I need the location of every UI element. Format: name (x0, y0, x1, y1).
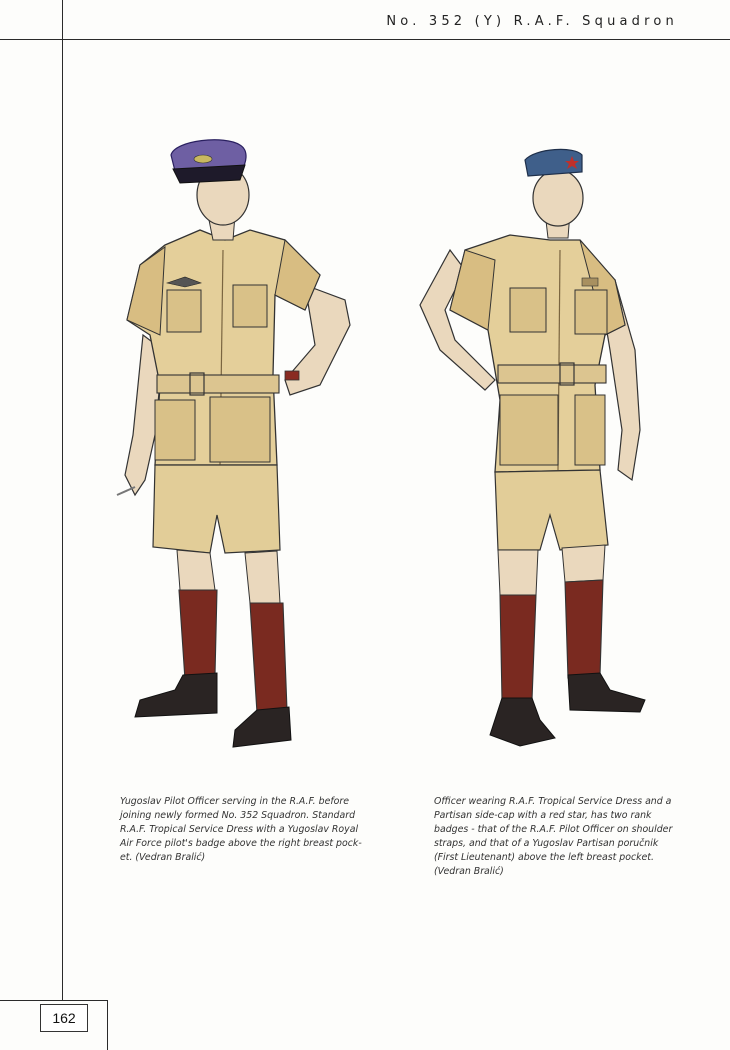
caption-right (434, 795, 674, 879)
caption-line: Partisan side-cap with a red star, has two rank (434, 810, 652, 821)
running-header: No. 352 (Y) R.A.F. Squadron (386, 14, 678, 29)
partisan-officer-illustration (410, 140, 670, 755)
caption-line: badges - that of the R.A.F. Pilot Officer on shoulder (434, 824, 673, 835)
page-margin-rule (62, 0, 63, 1000)
wristwatch-icon (285, 371, 299, 380)
caption-line: joining newly formed No. 352 Squadron. Standard (120, 810, 356, 821)
caption-line: (Vedran Bralić) (434, 866, 504, 877)
caption-line: Officer wearing R.A.F. Tropical Service Dress and a (434, 796, 672, 807)
caption-line: (First Lieutenant) above the left breast pocket. (434, 852, 654, 863)
raf-pilot-officer-illustration (105, 135, 365, 755)
caption-line: R.A.F. Tropical Service Dress with a Yugoslav Royal (120, 824, 359, 835)
rank-badge-icon (582, 278, 598, 286)
caption-line: straps, and that of a Yugoslav Partisan poručnik (434, 838, 659, 849)
folio-rule-top (0, 1000, 108, 1001)
caption-left (120, 795, 360, 865)
caption-line: et. (Vedran Bralić) (120, 852, 206, 863)
folio-rule-right (107, 1000, 108, 1050)
page-number: 162 (40, 1004, 88, 1032)
header-rule (0, 39, 730, 40)
caption-line: Air Force pilot's badge above the right breast pock- (120, 838, 362, 849)
caption-line: Yugoslav Pilot Officer serving in the R.A.F. before (120, 796, 350, 807)
